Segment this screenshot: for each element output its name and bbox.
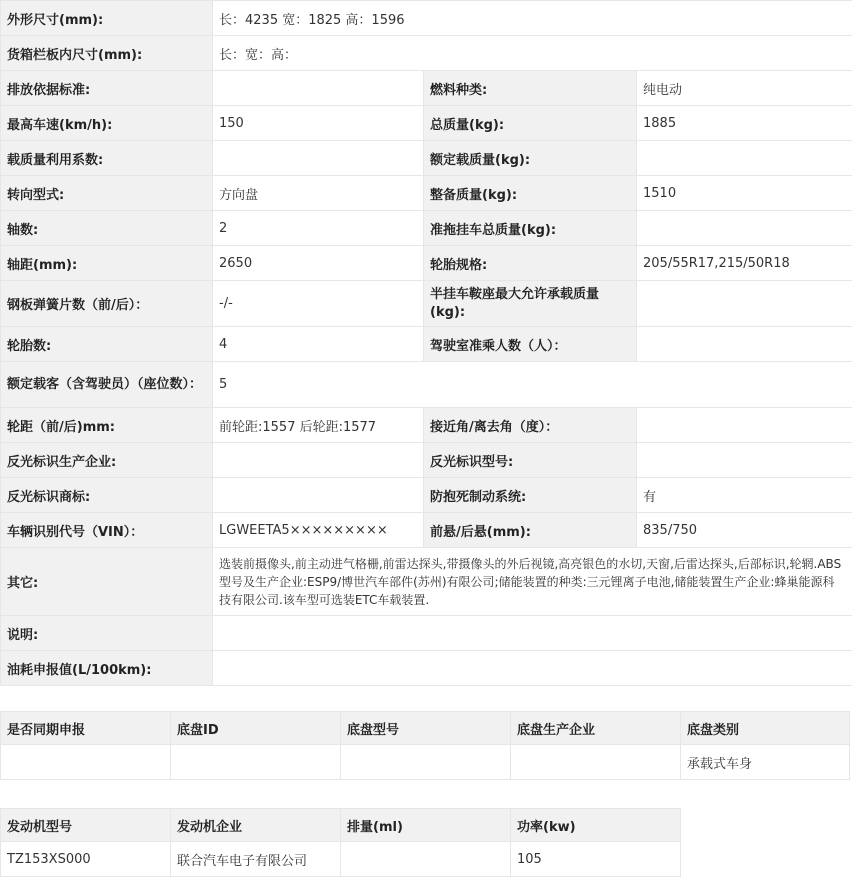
curb-label: 整备质量(kg): xyxy=(424,176,637,211)
spec-row-brand-abs xyxy=(1,478,852,513)
chassis-header-model: 底盘型号 xyxy=(341,712,511,745)
trailer-label: 准拖挂车总质量(kg): xyxy=(424,211,637,246)
spec-row-reflector xyxy=(1,443,852,478)
load-coef-value xyxy=(213,141,424,176)
emission-value xyxy=(213,71,424,106)
overhang-label: 前悬/后悬(mm): xyxy=(424,513,637,548)
angle-label: 接近角/离去角（度）： xyxy=(424,408,637,443)
track-label: 轮距（前/后)mm: xyxy=(1,408,213,443)
tire-spec-label: 轮胎规格: xyxy=(424,246,637,281)
spec-row-wheelbase-tire xyxy=(1,246,852,281)
fuel-value: 纯电动 xyxy=(637,71,852,106)
dims-value: 长：4235 宽：1825 高：1596 xyxy=(213,1,852,36)
saddle-label: 半挂车鞍座最大允许承载质量(kg): xyxy=(424,281,637,327)
edge-fade xyxy=(676,806,852,876)
engine-header-row xyxy=(1,809,681,842)
chassis-table xyxy=(0,711,850,780)
curb-value: 1510 xyxy=(637,176,852,211)
abs-label: 防抱死制动系统: xyxy=(424,478,637,513)
engine-header-model: 发动机型号 xyxy=(1,809,171,842)
angle-value xyxy=(637,408,852,443)
chassis-cell-sync xyxy=(1,745,171,780)
chassis-cell-model xyxy=(341,745,511,780)
engine-table xyxy=(0,808,681,877)
consumption-label: 油耗申报值(L/100km): xyxy=(1,651,213,686)
reflector-model-value xyxy=(637,443,852,478)
chassis-cell-id xyxy=(171,745,341,780)
speed-value: 150 xyxy=(213,106,424,141)
overhang-value: 835/750 xyxy=(637,513,852,548)
axles-label: 轴数: xyxy=(1,211,213,246)
chassis-header-category: 底盘类别 xyxy=(681,712,850,745)
vin-value: LGWEETA5××××××××× xyxy=(213,513,424,548)
reflector-maker-label: 反光标识生产企业: xyxy=(1,443,213,478)
engine-cell-power: 105 xyxy=(511,842,681,877)
fuel-label: 燃料种类: xyxy=(424,71,637,106)
rated-load-value xyxy=(637,141,852,176)
vin-label: 车辆识别代号（VIN）： xyxy=(1,513,213,548)
spec-row-emission-fuel xyxy=(1,71,852,106)
abs-value: 有 xyxy=(637,478,852,513)
rated-load-label: 额定载质量(kg): xyxy=(424,141,637,176)
spec-row-cargo xyxy=(1,36,852,71)
saddle-value xyxy=(637,281,852,327)
spec-row-springs-saddle xyxy=(1,281,852,327)
reflector-maker-value xyxy=(213,443,424,478)
axles-value: 2 xyxy=(213,211,424,246)
spec-row-seats xyxy=(1,362,852,408)
total-mass-label: 总质量(kg): xyxy=(424,106,637,141)
engine-header-displacement: 排量(ml) xyxy=(341,809,511,842)
reflector-brand-label: 反光标识商标: xyxy=(1,478,213,513)
steering-value: 方向盘 xyxy=(213,176,424,211)
chassis-header-maker: 底盘生产企业 xyxy=(511,712,681,745)
note-value xyxy=(213,616,852,651)
springs-value: -/- xyxy=(213,281,424,327)
chassis-data-row xyxy=(1,745,850,780)
consumption-value xyxy=(213,651,852,686)
spec-row-track-angle xyxy=(1,408,852,443)
total-mass-value: 1885 xyxy=(637,106,852,141)
cargo-value: 长：宽：高： xyxy=(213,36,852,71)
tires-label: 轮胎数: xyxy=(1,327,213,362)
chassis-cell-maker xyxy=(511,745,681,780)
reflector-brand-value xyxy=(213,478,424,513)
seats-value: 5 xyxy=(213,362,852,408)
spec-row-axles-trailer xyxy=(1,211,852,246)
engine-cell-displacement xyxy=(341,842,511,877)
spec-row-tires-cab xyxy=(1,327,852,362)
chassis-header-id: 底盘ID xyxy=(171,712,341,745)
engine-header-power: 功率(kw) xyxy=(511,809,681,842)
engine-data-row xyxy=(1,842,681,877)
cargo-label: 货箱栏板内尺寸(mm): xyxy=(1,36,213,71)
note-label: 说明: xyxy=(1,616,213,651)
chassis-cell-category: 承载式车身 xyxy=(681,745,850,780)
spec-row-note xyxy=(1,616,852,651)
spec-row-speed-mass xyxy=(1,106,852,141)
track-value: 前轮距:1557 后轮距:1577 xyxy=(213,408,424,443)
reflector-model-label: 反光标识型号: xyxy=(424,443,637,478)
engine-cell-model: TZ153XS000 xyxy=(1,842,171,877)
dims-label: 外形尺寸(mm): xyxy=(1,1,213,36)
cab-label: 驾驶室准乘人数（人）： xyxy=(424,327,637,362)
chassis-header-row xyxy=(1,712,850,745)
load-coef-label: 载质量利用系数: xyxy=(1,141,213,176)
other-value: 选装前摄像头,前主动进气格栅,前雷达探头,带摄像头的外后视镜,高亮银色的水切,天窗,后雷达探头,后部标识,轮辋.ABS型号及生产企业:ESP9/博世汽车部件(苏州)有限公司;储能装置的种类:三元锂离子电池,储能装置生产企业:蜂巢能源科技有限公司.该车型可选装ETC车载装置. xyxy=(213,548,852,616)
tires-value: 4 xyxy=(213,327,424,362)
spec-row-load xyxy=(1,141,852,176)
engine-header-maker: 发动机企业 xyxy=(171,809,341,842)
engine-cell-maker: 联合汽车电子有限公司 xyxy=(171,842,341,877)
spec-row-dimensions xyxy=(1,1,852,36)
seats-label: 额定载客（含驾驶员）（座位数）： xyxy=(1,362,213,408)
cab-value xyxy=(637,327,852,362)
speed-label: 最高车速(km/h): xyxy=(1,106,213,141)
chassis-header-sync: 是否同期申报 xyxy=(1,712,171,745)
spec-row-consumption xyxy=(1,651,852,686)
spec-row-vin-overhang xyxy=(1,513,852,548)
springs-label: 钢板弹簧片数（前/后）： xyxy=(1,281,213,327)
tire-spec-value: 205/55R17,215/50R18 xyxy=(637,246,852,281)
spec-row-steering-curb xyxy=(1,176,852,211)
emission-label: 排放依据标准: xyxy=(1,71,213,106)
wheelbase-label: 轴距(mm): xyxy=(1,246,213,281)
other-label: 其它: xyxy=(1,548,213,616)
steering-label: 转向型式: xyxy=(1,176,213,211)
spec-row-other xyxy=(1,548,852,616)
wheelbase-value: 2650 xyxy=(213,246,424,281)
trailer-value xyxy=(637,211,852,246)
